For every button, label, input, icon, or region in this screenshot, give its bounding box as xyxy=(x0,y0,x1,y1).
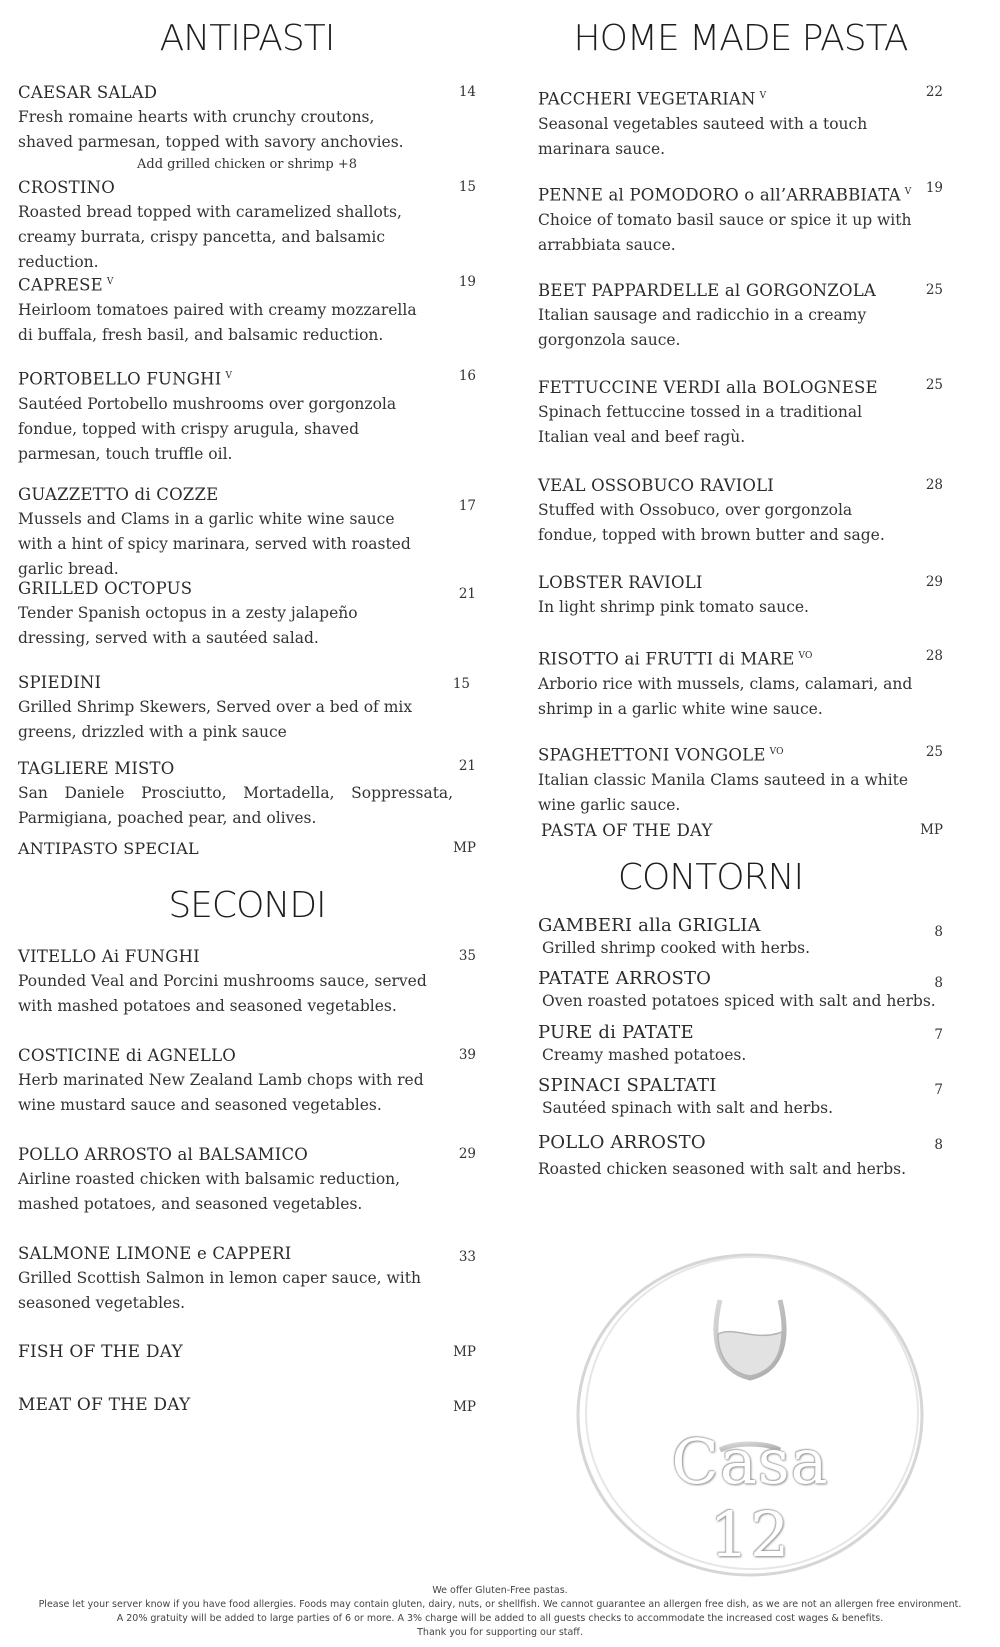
item-name: PENNE al POMODORO o all’ARRABBIATA $^V$ xyxy=(538,185,912,205)
vegetarian-mark: V xyxy=(904,187,912,197)
item-description: Airline roasted chicken with balsamic reduction, mashed potatoes, and seasoned vegetables. xyxy=(18,1170,401,1213)
item-description: Grilled Shrimp Skewers, Served over a bed of mix greens, drizzled with a pink sauce xyxy=(18,698,413,741)
menu-item-beet-pappardelle xyxy=(538,278,943,353)
menu-item-gamberi-alla-griglia xyxy=(538,914,943,959)
item-name: FETTUCCINE VERDI alla BOLOGNESE xyxy=(538,378,878,397)
item-description: Arborio rice with mussels, clams, calamari, and shrimp in a garlic white wine sauce. xyxy=(538,674,913,718)
item-description: Creamy mashed potatoes. xyxy=(542,1046,747,1064)
item-description: San Daniele Prosciutto, Mortadella, Soppressata, Parmigiana, poached pear, and olives. xyxy=(18,784,454,827)
menu-item-veal-ossobuco-ravioli xyxy=(538,473,943,548)
item-price: 8 xyxy=(934,975,943,991)
item-price: 16 xyxy=(458,368,476,384)
item-name: LOBSTER RAVIOLI xyxy=(538,573,703,592)
menu-item-crostino xyxy=(18,175,476,275)
item-price: 39 xyxy=(458,1047,476,1063)
menu-item-caesar-salad xyxy=(18,80,476,155)
contorni-heading: CONTORNI xyxy=(617,857,804,898)
item-price: 25 xyxy=(925,377,943,393)
item-description: Spinach fettuccine tossed in a traditional Italian veal and beef ragù. xyxy=(538,403,863,446)
item-name: PORTOBELLO FUNGHI $^V$ xyxy=(18,369,233,389)
menu-item-spinaci-spaltati xyxy=(538,1074,943,1119)
item-name: BEET PAPPARDELLE al GORGONZOLA xyxy=(538,281,876,300)
allergy-note: Please let your server know if you have food allergies. Foods may contain gluten, dairy, nuts, or shellfish. We cannot guarantee an allergen free dish, as we are not an allergen free environment. xyxy=(38,1599,962,1610)
logo-text: Casa 12 xyxy=(671,1425,829,1571)
item-name: SPINACI SPALTATI xyxy=(538,1075,717,1096)
item-price: 28 xyxy=(925,477,943,493)
item-price: 35 xyxy=(458,948,476,964)
item-name: SPIEDINI xyxy=(18,673,102,692)
item-name: RISOTTO ai FRUTTI di MARE $^{VO}$ xyxy=(538,649,813,669)
menu-item-salmone-limone-e-capperi xyxy=(18,1241,476,1316)
item-description: Italian sausage and radicchio in a creamy gorgonzola sauce. xyxy=(538,306,867,349)
menu-item-portobello-funghi xyxy=(18,364,476,467)
item-name: PURE di PATATE xyxy=(538,1022,694,1043)
item-name: GUAZZETTO di COZZE xyxy=(18,485,219,504)
item-name: VEAL OSSOBUCO RAVIOLI xyxy=(538,476,775,495)
item-name: COSTICINE di AGNELLO xyxy=(18,1046,236,1065)
item-price: 33 xyxy=(458,1249,476,1265)
item-price: 19 xyxy=(925,180,943,196)
item-price: 21 xyxy=(458,758,476,774)
item-name: CAESAR SALAD xyxy=(18,83,158,102)
item-price: MP xyxy=(453,1344,476,1360)
menu-item-pollo-arrosto-al-balsamico xyxy=(18,1142,476,1217)
item-description: Seasonal vegetables sauteed with a touch marinara sauce. xyxy=(538,114,868,158)
item-description: Italian classic Manila Clams sauteed in a white wine garlic sauce. xyxy=(538,770,909,814)
item-description: Herb marinated New Zealand Lamb chops with red wine mustard sauce and seasoned vegetables. xyxy=(18,1071,424,1114)
item-description: Choice of tomato basil sauce or spice it up with arrabbiata sauce. xyxy=(538,210,912,254)
item-price: MP xyxy=(453,840,476,856)
item-description: Grilled shrimp cooked with herbs. xyxy=(542,939,811,957)
casa12-logo xyxy=(560,1250,940,1580)
item-price: 14 xyxy=(458,84,476,100)
item-name: POLLO ARROSTO al BALSAMICO xyxy=(18,1145,309,1164)
vegetarian-mark: V xyxy=(106,277,114,287)
item-price: 21 xyxy=(458,586,476,602)
item-description: Mussels and Clams in a garlic white wine sauce with a hint of spicy marinara, served with roasted garlic bread. xyxy=(18,510,411,578)
menu-item-risotto-ai-frutti-di-mare xyxy=(538,644,943,722)
menu-item-fettuccine-verdi xyxy=(538,375,943,450)
menu-item-pasta-of-the-day xyxy=(538,818,943,843)
footer-notes xyxy=(0,1584,1000,1640)
thank-you-note: Thank you for supporting our staff. xyxy=(417,1627,583,1638)
item-name: VITELLO Ai FUNGHI xyxy=(18,947,200,966)
item-price: 17 xyxy=(458,498,476,514)
item-price: 19 xyxy=(458,274,476,290)
menu-item-caprese xyxy=(18,270,476,348)
menu-item-guazzetto-di-cozze xyxy=(18,482,476,582)
home-made-pasta-heading: HOME MADE PASTA xyxy=(573,18,908,59)
item-name: GAMBERI alla GRIGLIA xyxy=(538,915,761,936)
item-price: 7 xyxy=(934,1082,943,1098)
menu-item-antipasto-special xyxy=(18,836,476,861)
item-price: 28 xyxy=(925,648,943,664)
menu-item-fish-of-the-day xyxy=(18,1340,476,1365)
item-name: PACCHERI VEGETARIAN $^V$ xyxy=(538,89,767,109)
menu-item-meat-of-the-day xyxy=(18,1393,476,1418)
item-price: 29 xyxy=(925,574,943,590)
menu-item-tagliere-misto xyxy=(18,756,476,831)
gratuity-note: A 20% gratuity will be added to large parties of 6 or more. A 3% charge will be added to all guests checks to accommodate the increased cost wages & benefits. xyxy=(116,1613,884,1624)
item-name: MEAT OF THE DAY xyxy=(18,1395,191,1415)
item-price: 7 xyxy=(934,1027,943,1043)
addon-note: Add grilled chicken or shrimp +8 xyxy=(136,157,358,172)
item-price: 15 xyxy=(458,179,476,195)
menu-item-vitello-ai-funghi xyxy=(18,944,476,1019)
menu-item-pollo-arrosto xyxy=(538,1131,943,1180)
item-description: Fresh romaine hearts with crunchy croutons, shaved parmesan, topped with savory anchovies. xyxy=(18,108,404,151)
item-name: POLLO ARROSTO xyxy=(538,1132,706,1153)
menu-item-paccheri-vegetarian xyxy=(538,84,943,162)
item-price: 8 xyxy=(934,924,943,940)
item-price: 8 xyxy=(934,1137,943,1153)
item-description: Roasted bread topped with caramelized shallots, creamy burrata, crispy pancetta, and balsamic reduction. xyxy=(18,203,402,271)
item-name: PASTA OF THE DAY xyxy=(541,821,713,840)
vegetarian-mark: V xyxy=(225,371,233,381)
item-description: Grilled Scottish Salmon in lemon caper sauce, with seasoned vegetables. xyxy=(18,1269,421,1312)
vegetarian-mark: V xyxy=(759,91,767,101)
vegan-option-mark: VO xyxy=(798,651,813,661)
item-price: 25 xyxy=(925,744,943,760)
item-description: Roasted chicken seasoned with salt and herbs. xyxy=(538,1160,906,1178)
item-price: MP xyxy=(920,822,943,838)
item-name: SPAGHETTONI VONGOLE $^{VO}$ xyxy=(538,745,784,765)
item-name: CAPRESE $^V$ xyxy=(18,275,114,295)
item-price: 25 xyxy=(925,282,943,298)
menu-item-penne-al-pomodoro xyxy=(538,180,943,258)
item-name: FISH OF THE DAY xyxy=(18,1342,183,1362)
item-name: PATATE ARROSTO xyxy=(538,968,712,989)
menu-item-costicine-di-agnello xyxy=(18,1043,476,1118)
item-name: ANTIPASTO SPECIAL xyxy=(18,839,199,858)
item-description: Oven roasted potatoes spiced with salt and herbs. xyxy=(542,992,936,1010)
item-name: CROSTINO xyxy=(18,178,115,197)
item-name: TAGLIERE MISTO xyxy=(18,759,175,778)
item-price: MP xyxy=(453,1399,476,1415)
vegan-option-mark: VO xyxy=(769,747,784,757)
item-price: 15 xyxy=(452,676,470,692)
item-description: Sautéed Portobello mushrooms over gorgonzola fondue, topped with crispy arugula, shaved parmesan, touch truffle oil. xyxy=(18,394,397,463)
menu-item-lobster-ravioli xyxy=(538,570,943,620)
menu-item-spiedini xyxy=(18,670,476,745)
antipasti-heading: ANTIPASTI xyxy=(159,18,335,59)
secondi-heading: SECONDI xyxy=(168,885,326,926)
item-name: GRILLED OCTOPUS xyxy=(18,579,193,598)
item-description: Stuffed with Ossobuco, over gorgonzola fondue, topped with brown butter and sage. xyxy=(538,501,885,544)
item-description: Pounded Veal and Porcini mushrooms sauce, served with mashed potatoes and seasoned vegetables. xyxy=(18,972,427,1015)
item-description: Tender Spanish octopus in a zesty jalapeño dressing, served with a sautéed salad. xyxy=(18,604,358,647)
menu-item-pure-di-patate xyxy=(538,1021,943,1066)
item-description: Sautéed spinach with salt and herbs. xyxy=(542,1099,834,1117)
item-name: SALMONE LIMONE e CAPPERI xyxy=(18,1244,292,1263)
gluten-free-note: We offer Gluten-Free pastas. xyxy=(432,1585,568,1596)
item-description: In light shrimp pink tomato sauce. xyxy=(538,598,809,616)
menu-item-patate-arrosto xyxy=(538,967,943,1012)
item-price: 22 xyxy=(925,84,943,100)
item-description: Heirloom tomatoes paired with creamy mozzarella di buffala, fresh basil, and balsamic reduction. xyxy=(18,300,417,344)
menu-item-grilled-octopus xyxy=(18,576,476,651)
item-price: 29 xyxy=(458,1146,476,1162)
menu-item-spaghettoni-vongole xyxy=(538,740,943,818)
